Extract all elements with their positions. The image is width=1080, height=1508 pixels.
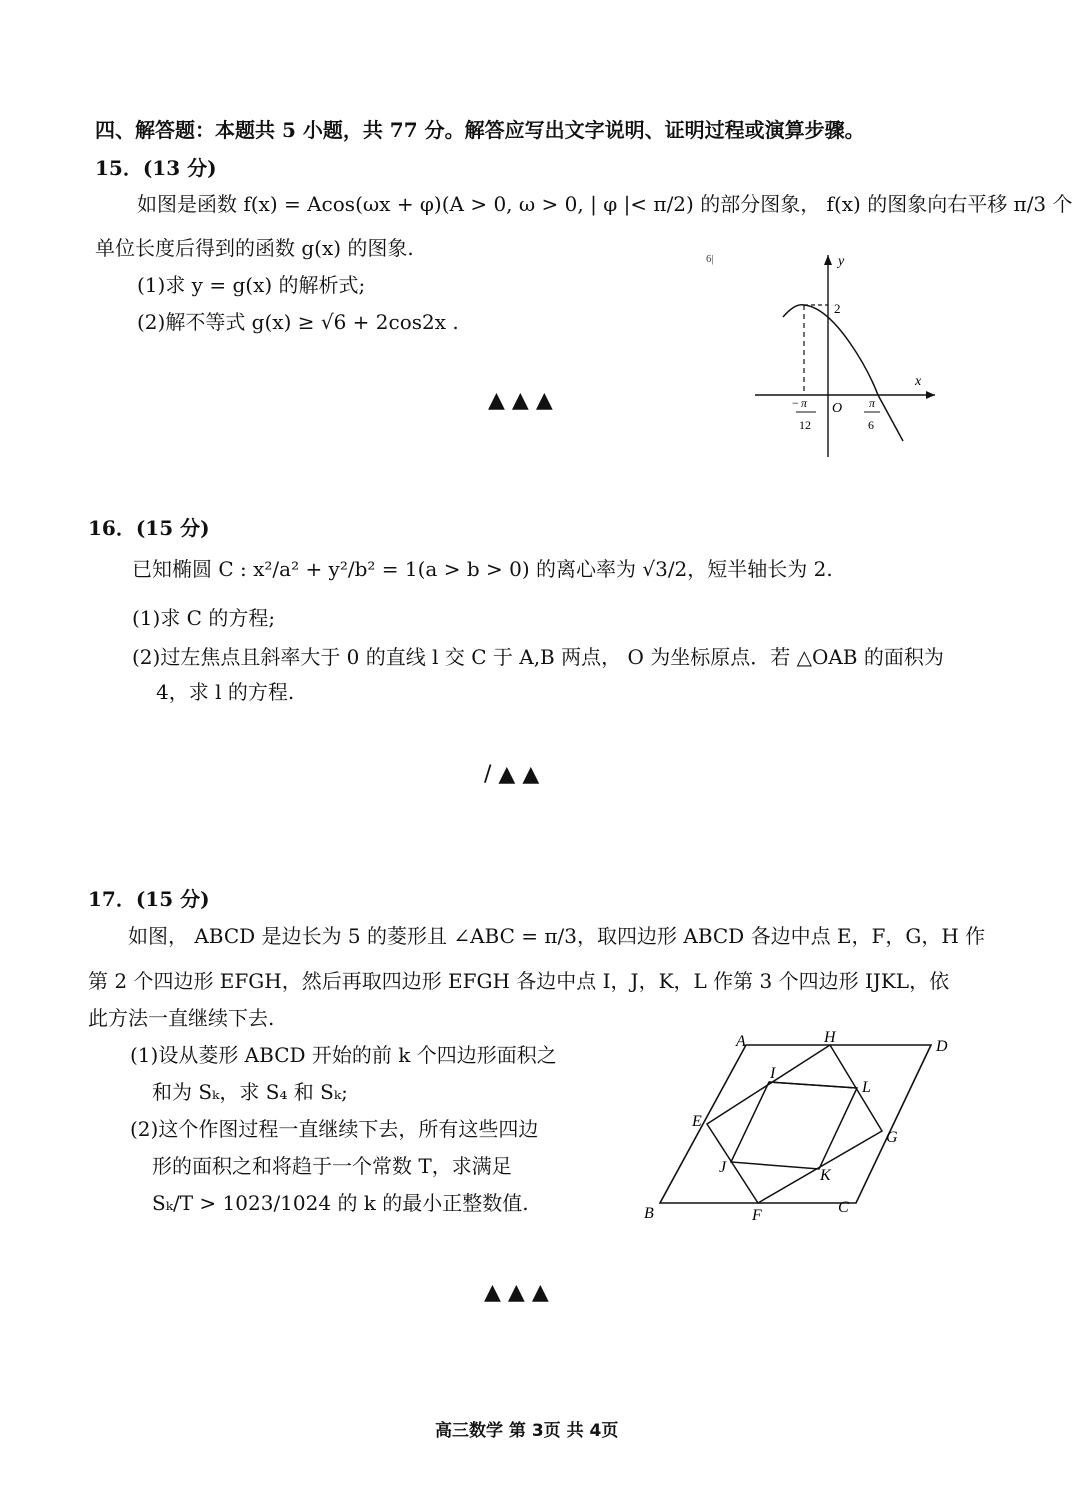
label-j: J: [719, 1159, 727, 1176]
x-left-num: π: [801, 396, 808, 410]
q15-end-markers: ▲ ▲ ▲: [488, 388, 553, 413]
q17-part1-line2: 和为 Sₖ，求 S₄ 和 Sₖ;: [152, 1080, 348, 1104]
label-h: H: [824, 1029, 836, 1046]
label-k: K: [820, 1167, 831, 1184]
q17-end-markers: ▲ ▲ ▲: [484, 1280, 549, 1305]
label-f: F: [752, 1207, 762, 1224]
x-axis-label: x: [915, 374, 922, 389]
q15-line1: 如图是函数 f(x) = Acos(ωx + φ)(A > 0, ω > 0, | φ |< π/2) 的部分图象， f(x) 的图象向右平移 π/3 个: [137, 192, 1073, 216]
q17-part2-line3: Sₖ/T > 1023/1024 的 k 的最小正整数值.: [152, 1191, 529, 1215]
q15-part2: (2)解不等式 g(x) ≥ √6 + 2cos2x .: [137, 310, 459, 334]
x-right-num: π: [869, 396, 876, 410]
q16-line1: 已知椭圆 C : x²/a² + y²/b² = 1(a > b > 0) 的离心率为 √3/2，短半轴长为 2.: [132, 557, 833, 581]
page-footer: 高三数学 第 3页 共 4页: [435, 1421, 619, 1441]
label-a: A: [736, 1033, 746, 1050]
label-e: E: [692, 1113, 702, 1130]
q15-part1: (1)求 y = g(x) 的解析式;: [137, 273, 366, 297]
q16-number: 16．(15 分): [88, 516, 210, 540]
x-left-sign: −: [792, 396, 799, 410]
q15-line2: 单位长度后得到的函数 g(x) 的图象.: [95, 236, 414, 260]
label-i: I: [770, 1065, 776, 1082]
q17-part1-line1: (1)设从菱形 ABCD 开始的前 k 个四边形面积之: [130, 1043, 557, 1067]
q15-number: 15．(13 分): [95, 156, 217, 180]
origin-label: O: [832, 401, 843, 416]
y-max-label: 2: [834, 301, 841, 316]
section-heading: 四、解答题：本题共 5 小题，共 77 分。解答应写出文字说明、证明过程或演算步骤。: [95, 118, 865, 142]
q17-part2-line1: (2)这个作图过程一直继续下去，所有这些四边: [130, 1117, 539, 1141]
q16-end-markers: / ▲ ▲: [484, 762, 540, 787]
q17-rhombus-figure: [630, 1020, 970, 1230]
y-axis-label: y: [838, 254, 845, 269]
segment-il: [769, 1082, 857, 1088]
q15-graph: [700, 245, 960, 470]
label-d: D: [936, 1038, 948, 1055]
q17-line1: 如图， ABCD 是边长为 5 的菱形且 ∠ABC = π/3，取四边形 ABCD 各边中点 E，F，G，H 作: [128, 924, 986, 948]
x-left-den: 12: [799, 418, 811, 432]
y-axis-arrow: [824, 255, 832, 265]
q16-part1: (1)求 C 的方程;: [132, 606, 276, 630]
q17-line3: 此方法一直继续下去.: [88, 1006, 275, 1030]
q17-line2: 第 2 个四边形 EFGH，然后再取四边形 EFGH 各边中点 I，J，K，L 作第 3 个四边形 IJKL，依: [88, 969, 950, 993]
label-c: C: [838, 1199, 849, 1216]
q16-part2-line1: (2)过左焦点且斜率大于 0 的直线 l 交 C 于 A,B 两点， O 为坐标原点．若 △OAB 的面积为: [132, 645, 944, 669]
x-right-den: 6: [868, 418, 874, 432]
q16-part2-line2: 4，求 l 的方程.: [156, 680, 295, 704]
label-b: B: [644, 1205, 654, 1222]
stray-mark: 6|: [706, 253, 714, 265]
x-axis-arrow: [926, 391, 935, 399]
q17-part2-line2: 形的面积之和将趋于一个常数 T，求满足: [152, 1154, 512, 1178]
label-g: G: [886, 1129, 898, 1146]
q17-number: 17．(15 分): [88, 887, 210, 911]
label-l: L: [862, 1079, 871, 1096]
